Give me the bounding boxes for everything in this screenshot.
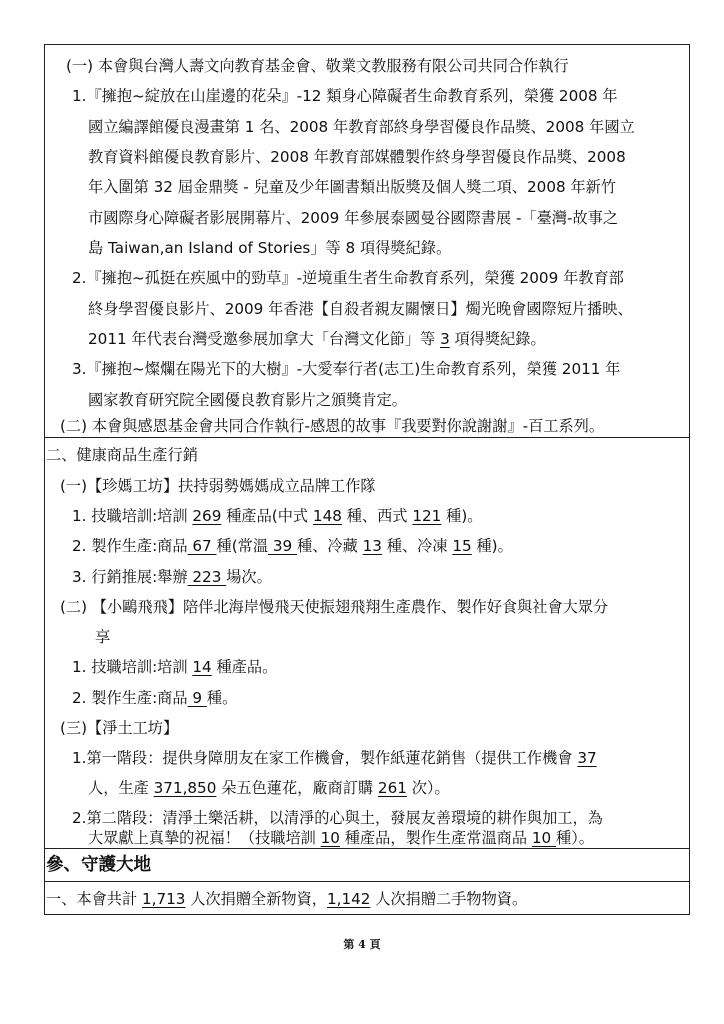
line-seagull-cont: 享: [95, 628, 111, 646]
count-underlined: 67: [187, 537, 217, 555]
text: 種、西式: [341, 507, 413, 525]
count-underlined: 261: [377, 779, 407, 797]
text: 種、冷凍: [381, 537, 453, 555]
count-underlined: 269: [192, 507, 222, 525]
count-underlined: 14: [192, 658, 212, 676]
line-stage-2: 2.第二階段：清淨土樂活耕，以清淨的心與土，發展友善環境的耕作與加工，為: [72, 809, 603, 827]
text: 種。: [206, 689, 238, 707]
line-stage-1-cont: [88, 778, 450, 798]
count-underlined: 39: [268, 537, 298, 555]
line-item-1-cont: 國立編譯館優良漫畫第 1 名、2008 年教育部終身學習優良作品獎、2008 年國立: [88, 118, 635, 136]
row-divider-donations: [44, 881, 690, 882]
count-underlined: 371,850: [153, 779, 217, 797]
count-underlined: 148: [312, 507, 342, 525]
text: 人，生產: [88, 779, 154, 797]
text: 1. 技職培訓:培訓: [72, 658, 193, 676]
section-heading-health: 二、健康商品生產行銷: [46, 446, 198, 464]
text: 2. 製作生產:商品: [72, 689, 188, 707]
line-item-3-cont: 國家教育研究院全國優良教育影片之頒獎肯定。: [88, 391, 407, 409]
section-heading-protect-earth: 參、守護大地: [46, 855, 151, 875]
text: 1.第一階段：提供身障朋友在家工作機會，製作紙蓮花銷售（提供工作機會: [72, 749, 578, 767]
count-underlined: 121: [412, 507, 442, 525]
text: 場次。: [226, 568, 272, 586]
text: 人次捐贈二手物物資。: [370, 890, 528, 908]
count-underlined: 10: [531, 829, 557, 847]
row-divider-section-2: [44, 437, 690, 438]
text: 大眾獻上真摯的祝福！（技職培訓: [88, 829, 321, 847]
row-divider-bottom: [44, 914, 690, 915]
count-underlined: 1,713: [141, 890, 186, 908]
line-production: [72, 536, 513, 556]
count-underlined: 3: [440, 330, 450, 348]
text: 一、本會共計: [46, 890, 142, 908]
text: 種）。: [556, 829, 594, 847]
text: 2011 年代表台灣受邀參展加拿大「台灣文化節」等: [88, 330, 441, 348]
row-divider-section-3: [44, 848, 690, 849]
text: 3. 行銷推展:舉辦: [72, 568, 188, 586]
text: 種)。: [471, 537, 513, 555]
line-stage-2-cont: [88, 828, 594, 848]
text: 朵五色蓮花，廠商訂購: [216, 779, 378, 797]
line-production: [72, 688, 237, 708]
line-cooperation-1: (一) 本會與台灣人壽文向教育基金會、敬業文教服務有限公司共同合作執行: [66, 57, 569, 75]
line-item-3: 3.『擁抱~燦爛在陽光下的大樹』-大愛奉行者(志工)生命教育系列，榮獲 2011 年: [72, 360, 621, 378]
text: 種)。: [441, 507, 483, 525]
line-stage-1: [72, 748, 597, 768]
line-donations: [46, 889, 527, 909]
line-item-1-cont: 島 Taiwan,an Island of Stories」等 8 項得獎紀錄。: [88, 239, 452, 257]
line-item-2-cont: 終身學習優良影片、2009 年香港【自殺者親友關懷日】燭光晚會國際短片播映、: [88, 300, 633, 318]
count-underlined: 37: [577, 749, 597, 767]
text: 2. 製作生產:商品: [72, 537, 188, 555]
page-number: 第 4 頁: [343, 938, 381, 951]
count-underlined: 13: [362, 537, 382, 555]
text: 1. 技職培訓:培訓: [72, 507, 193, 525]
line-cooperation-2: (二) 本會與感恩基金會共同合作執行-感恩的故事『我要對你說謝謝』-百工系列。: [60, 417, 605, 435]
line-zhenma-workshop: (一)【珍媽工坊】扶持弱勢媽媽成立品牌工作隊: [60, 477, 376, 495]
line-item-1-cont: 教育資料館優良教育影片、2008 年教育部媒體製作終身學習優良作品獎、2008: [88, 148, 626, 166]
text: 種產品，製作生產常溫商品: [339, 829, 532, 847]
text: 種(常溫: [216, 537, 269, 555]
count-underlined: 9: [187, 689, 207, 707]
count-underlined: 10: [320, 829, 340, 847]
line-pureland-workshop: (三)【淨土工坊】: [60, 719, 179, 737]
line-marketing: [72, 567, 272, 587]
text: 種產品(中式: [221, 507, 313, 525]
count-underlined: 1,142: [326, 890, 371, 908]
text: 次）。: [406, 779, 450, 797]
line-item-1: 1.『擁抱~綻放在山崖邊的花朵』-12 類身心障礙者生命教育系列，榮獲 2008 年: [72, 87, 618, 105]
line-seagull-workshop: (二) 【小鷗飛飛】陪伴北海岸慢飛天使振翅飛翔生產農作、製作好食與社會大眾分: [60, 598, 609, 616]
text: 人次捐贈全新物資，: [185, 890, 327, 908]
line-item-2: 2.『擁抱~孤挺在疾風中的勁草』-逆境重生者生命教育系列，榮獲 2009 年教育部: [72, 269, 624, 287]
text: 種產品。: [211, 658, 278, 676]
count-underlined: 223: [187, 568, 227, 586]
count-underlined: 15: [452, 537, 472, 555]
line-item-1-cont: 市國際身心障礙者影展開幕片、2009 年參展泰國曼谷國際書展 -「臺灣-故事之: [88, 209, 619, 227]
line-item-2-cont: [88, 329, 546, 349]
line-training: [72, 657, 277, 677]
text: 項得獎紀錄。: [449, 330, 546, 348]
line-item-1-cont: 年入圍第 32 屆金鼎獎 - 兒童及少年圖書類出版獎及個人獎二項、2008 年新竹: [88, 178, 617, 196]
text: 種、冷藏: [297, 537, 363, 555]
line-training: [72, 506, 482, 526]
